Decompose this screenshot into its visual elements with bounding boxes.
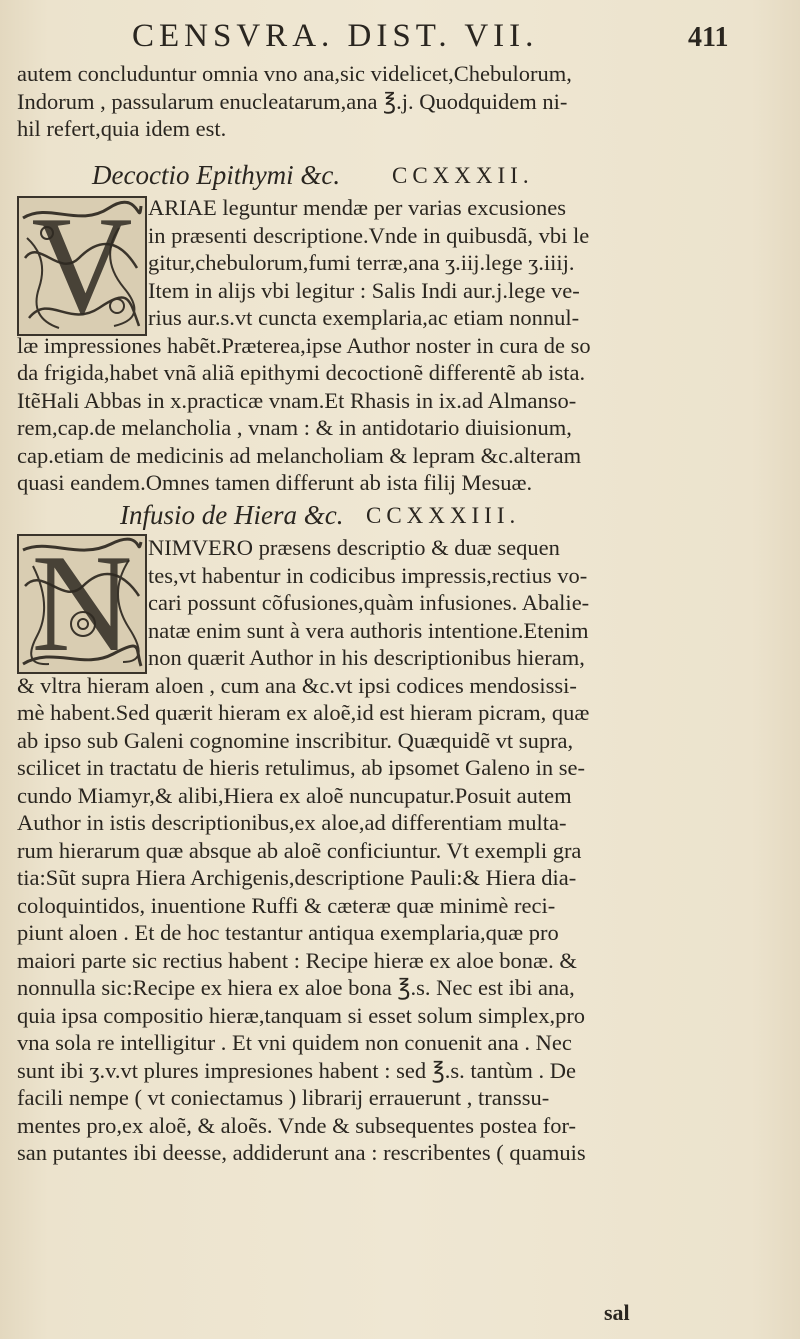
text-line: Author in istis descriptionibus,ex aloe,ad differentiam multa- xyxy=(17,810,567,835)
text-line: nonnulla sic:Recipe ex hiera ex aloe bona ℥.s. Nec est ibi ana, xyxy=(17,975,575,1000)
text-line: quasi eandem.Omnes tamen differunt ab ista filij Mesuæ. xyxy=(17,470,533,495)
section-233-text xyxy=(17,534,647,1167)
section-number: CCXXXIII. xyxy=(366,503,521,528)
text-line: cari possunt cõfusiones,quàm infusiones. Abalie- xyxy=(148,590,590,615)
initial-letter: N xyxy=(31,534,133,674)
text-line: ab ipso sub Galeni cognomine inscribitur. Quæquidẽ vt supra, xyxy=(17,727,574,753)
text-line: Indorum , passularum enucleatarum,ana ℥.j. Quodquidem ni- xyxy=(17,88,568,114)
section-232-text xyxy=(17,194,647,497)
section-number: CCXXXII. xyxy=(392,163,534,188)
section-title: Infusio de Hiera &c. xyxy=(120,500,344,530)
text-line: san putantes ibi deesse, addiderunt ana : rescribentes ( quamuis xyxy=(17,1140,586,1165)
text-line: rius aur.s.vt cuncta exemplaria,ac etiam nonnul- xyxy=(148,305,580,330)
text-line: rem,cap.de melancholia , vnam : & in antidotario diuisionum, xyxy=(17,415,572,440)
text-line: quia ipsa compositio hieræ,tanquam si esset solum simplex,pro xyxy=(17,1002,586,1028)
text-line: coloquintidos, inuentione Ruffi & cæteræ quæ minimè reci- xyxy=(17,892,556,918)
text-line: rum hierarum quæ absque ab aloẽ conficiuntur. Vt exempli gra xyxy=(17,837,582,863)
page-header xyxy=(0,18,800,58)
text-line: in præsenti descriptione.Vnde in quibusdã, vbi le xyxy=(148,222,590,248)
text-line: scilicet in tractatu de hieris retulimus, ab ipsomet Galeno in se- xyxy=(17,755,585,780)
text-line: tia:Sũt supra Hiera Archigenis,descriptione Pauli:& Hiera dia- xyxy=(17,865,577,890)
page-number: 411 xyxy=(688,22,729,53)
section-title: Decoctio Epithymi &c. xyxy=(92,160,341,190)
text-line: tes,vt habentur in codicibus impressis,rectius vo- xyxy=(148,562,588,588)
text-line: ARIAE leguntur mendæ per varias excusiones xyxy=(148,195,567,220)
section-heading-233 xyxy=(120,500,521,531)
text-line: sunt ibi ʒ.v.vt plures impresiones habent : sed ℥.s. tantùm . De xyxy=(17,1057,576,1083)
intro-paragraph xyxy=(17,60,647,143)
text-line: non quærit Author in his descriptionibus hieram, xyxy=(148,645,585,670)
text-line: cundo Miamyr,& alibi,Hiera ex aloẽ nuncupatur.Posuit autem xyxy=(17,782,572,808)
text-line: autem concluduntur omnia vno ana,sic videlicet,Chebulorum, xyxy=(17,61,572,86)
text-line: NIMVERO præsens descriptio & duæ sequen xyxy=(148,535,560,560)
text-line: & vltra hieram aloen , cum ana &c.vt ipsi codices mendosissi- xyxy=(17,672,577,698)
text-line: læ impressiones habẽt.Præterea,ipse Author noster in cura de so xyxy=(17,332,591,358)
text-line: facili nempe ( vt coniectamus ) librarij errauerunt , transsu- xyxy=(17,1085,550,1110)
text-line: natæ enim sunt à vera authoris intentione.Etenim xyxy=(148,617,589,643)
text-line: da frigida,habet vnã aliã epithymi decoctionẽ differentẽ ab ista. xyxy=(17,360,586,385)
text-line: maiori parte sic rectius habent : Recipe hieræ ex aloe bonæ. & xyxy=(17,947,577,973)
text-line: vna sola re intelligitur . Et vni quidem non conuenit ana . Nec xyxy=(17,1030,572,1055)
text-line: ItẽHali Abbas in x.practicæ vnam.Et Rhasis in ix.ad Almanso- xyxy=(17,387,577,413)
text-line: gitur,chebulorum,fumi terræ,ana ʒ.iij.lege ʒ.iiij. xyxy=(148,250,575,275)
text-line: piunt aloen . Et de hoc testantur antiqua exemplaria,quæ pro xyxy=(17,920,559,945)
section-heading-232 xyxy=(92,160,534,191)
text-line: cap.etiam de medicinis ad melancholiam & lepram &c.alteram xyxy=(17,442,582,468)
catchword: sal xyxy=(604,1300,630,1325)
text-line: mè habent.Sed quærit hieram ex aloẽ,id est hieram picram, quæ xyxy=(17,700,590,725)
text-line: hil refert,quia idem est. xyxy=(17,116,227,141)
running-title: CENSVRA. DIST. VII. xyxy=(132,18,539,54)
text-line: Item in alijs vbi legitur : Salis Indi aur.j.lege ve- xyxy=(148,277,580,303)
text-line: mentes pro,ex aloẽ, & aloẽs. Vnde & subsequentes postea for- xyxy=(17,1112,576,1138)
initial-letter: V xyxy=(31,196,133,336)
